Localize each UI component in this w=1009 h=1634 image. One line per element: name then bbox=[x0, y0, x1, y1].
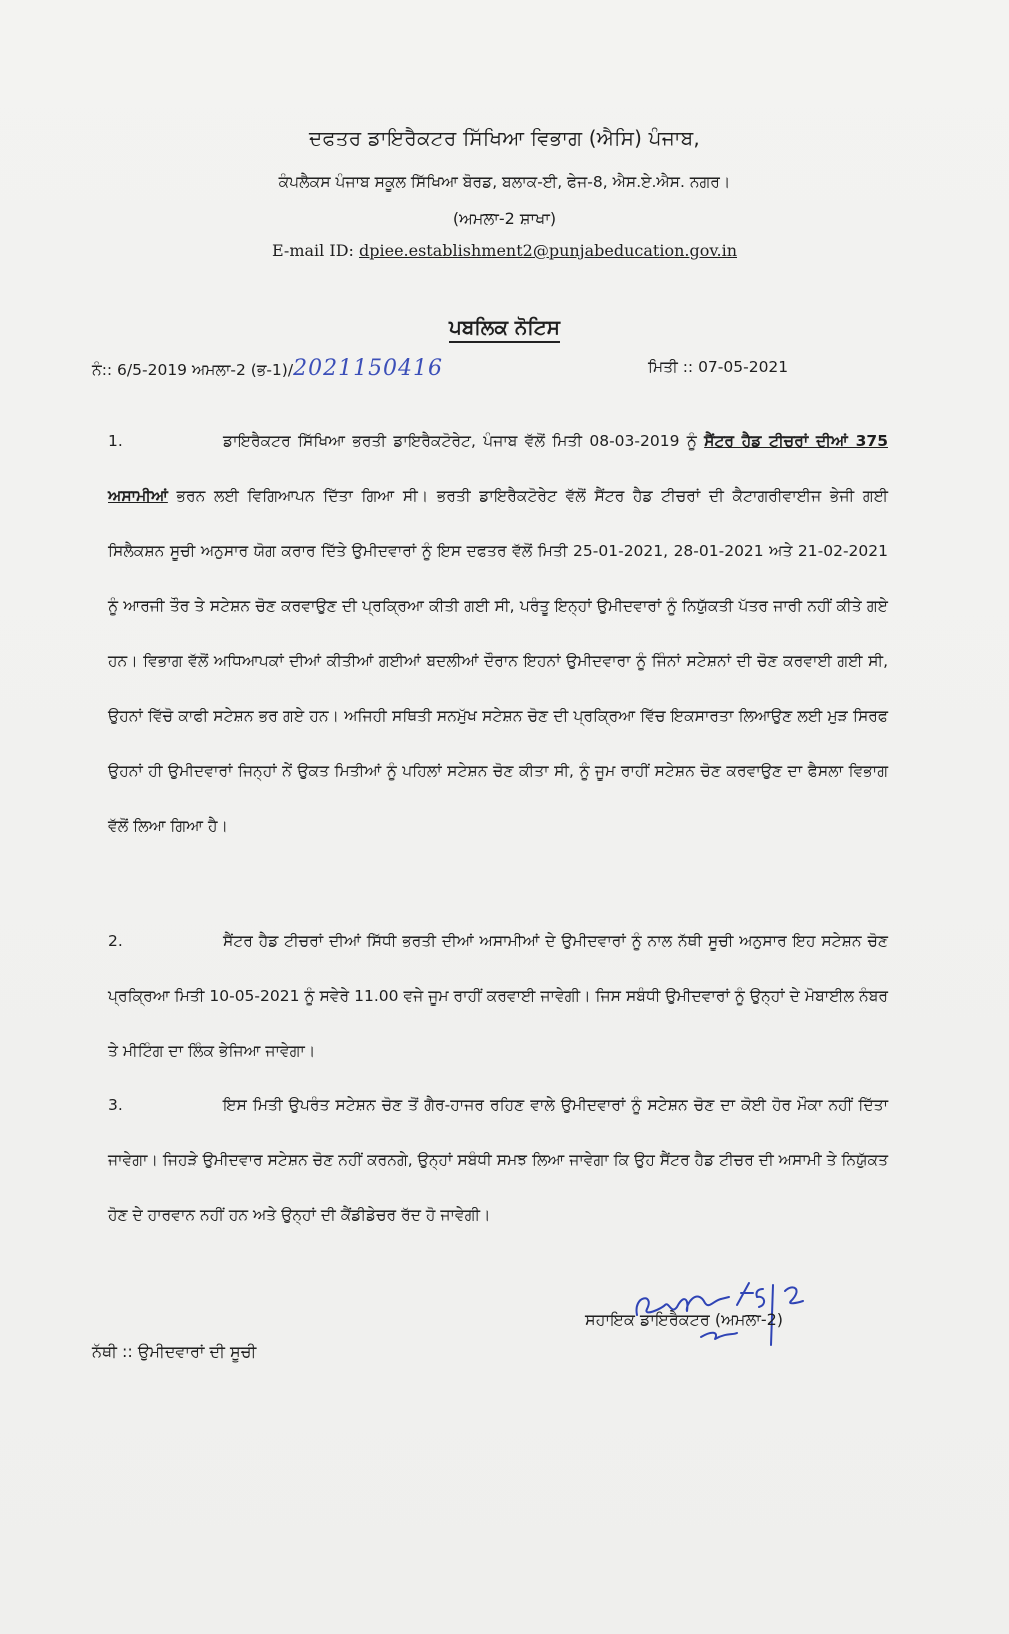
branch-name: (ਅਮਲਾ-2 ਸ਼ਾਖਾ) bbox=[452, 209, 557, 228]
paragraph-text: ਸੈਂਟਰ ਹੈਡ ਟੀਚਰਾਂ ਦੀਆਂ ਸਿੱਧੀ ਭਰਤੀ ਦੀਆਂ ਅਸਾਮੀਆਂ ਦੇ ਉਮੀਦਵਾਰਾਂ ਨੂੰ ਨਾਲ ਨੱਥੀ ਸੂਚੀ ਅਨੁਸਾਰ ਇਹ ਸਟੇਸ਼ਨ ਚੋਣ ਪ੍ਰਕ੍ਰਿਆ ਮਿਤੀ 10-05-2021 ਨੂੰ ਸਵੇਰੇ 11.00 ਵਜੇ ਜੂਮ ਰਾਹੀਂ ਕਰਵਾਈ ਜਾਵੇਗੀ। ਜਿਸ ਸਬੰਧੀ ਉਮੀਦਵਾਰਾਂ ਨੂੰ ਉਨ੍ਹਾਂ ਦੇ ਮੋਬਾਈਲ ਨੰਬਰ ਤੇ ਮੀਟਿੰਗ ਦਾ ਲਿੰਕ ਭੇਜਿਆ ਜਾਵੇਗਾ। bbox=[108, 932, 888, 1060]
notice-title bbox=[0, 315, 1009, 339]
paragraph-text: ਭਰਨ ਲਈ ਵਿਗਿਆਪਨ ਦਿੱਤਾ ਗਿਆ ਸੀ। ਭਰਤੀ ਡਾਇਰੈਕਟੋਰੇਟ ਵੱਲੋਂ ਸੈਂਟਰ ਹੈਡ ਟੀਚਰਾਂ ਦੀ ਕੈਟਾਗਰੀਵਾਈਜ ਭੇਜੀ ਗਈ ਸਿਲੈਕਸ਼ਨ ਸੂਚੀ ਅਨੁਸਾਰ ਯੋਗ ਕਰਾਰ ਦਿੱਤੇ ਉਮੀਦਵਾਰਾਂ ਨੂੰ ਇਸ ਦਫਤਰ ਵੱਲੋਂ ਮਿਤੀ 25-01-2021, 28-01-2021 ਅਤੇ 21-02-2021 ਨੂੰ ਆਰਜੀ ਤੌਰ ਤੇ ਸਟੇਸ਼ਨ ਚੋਣ ਕਰਵਾਉਣ ਦੀ ਪ੍ਰਕ੍ਰਿਆ ਕੀਤੀ ਗਈ ਸੀ, ਪਰੰਤੂ ਇਨ੍ਹਾਂ ਉਮੀਦਵਾਰਾਂ ਨੂੰ ਨਿਯੁੱਕਤੀ ਪੱਤਰ ਜਾਰੀ ਨਹੀਂ ਕੀਤੇ ਗਏ ਹਨ। ਵਿਭਾਗ ਵੱਲੋਂ ਅਧਿਆਪਕਾਂ ਦੀਆਂ ਕੀਤੀਆਂ ਗਈਆਂ ਬਦਲੀਆਂ ਦੌਰਾਨ ਇਹਨਾਂ ਉਮੀਦਵਾਰਾ ਨੂੰ ਜਿੰਨਾਂ ਸਟੇਸ਼ਨਾਂ ਦੀ ਚੋਣ ਕਰਵਾਈ ਗਈ ਸੀ, ਉਹਨਾਂ ਵਿੱਚੋ ਕਾਫੀ ਸਟੇਸ਼ਨ ਭਰ ਗਏ ਹਨ। ਅਜਿਹੀ ਸਥਿਤੀ ਸਨਮੁੱਖ ਸਟੇਸ਼ਨ ਚੋਣ ਦੀ ਪ੍ਰਕ੍ਰਿਆ ਵਿੱਚ ਇਕਸਾਰਤਾ ਲਿਆਉਣ ਲਈ ਮੁੜ ਸਿਰਫ ਉਹਨਾਂ ਹੀ ਉਮੀਦਵਾਰਾਂ ਜਿਨ੍ਹਾਂ ਨੇਂ ਉਕਤ ਮਿਤੀਆਂ ਨੂੰ ਪਹਿਲਾਂ ਸਟੇਸ਼ਨ ਚੋਣ ਕੀਤਾ ਸੀ, ਨੂੰ ਜੂਮ ਰਾਹੀਂ ਸਟੇਸ਼ਨ ਚੋਣ ਕਰਵਾਉਣ ਦਾ ਫੈਸਲਾ ਵਿਭਾਗ ਵੱਲੋਂ ਲਿਆ ਗਿਆ ਹੈ। bbox=[108, 487, 889, 835]
enclosure-note: ਨੱਥੀ :: ਉਮੀਦਵਾਰਾਂ ਦੀ ਸੂਚੀ bbox=[92, 1342, 257, 1361]
paragraph-bold-text: ਸੈਂਟਰ ਹੈਡ ਟੀਚਰਾਂ ਦੀਆਂ 375 ਅਸਾਮੀਆਂ bbox=[108, 432, 888, 505]
signature-block bbox=[585, 1280, 885, 1370]
office-address: ਕੰਪਲੈਕਸ ਪੰਜਾਬ ਸਕੂਲ ਸਿੱਖਿਆ ਬੋਰਡ, ਬਲਾਕ-ਈ, ਫੇਜ-8, ਐਸ.ਏ.ਐਸ. ਨਗਰ। bbox=[278, 173, 731, 191]
paragraph-1 bbox=[108, 414, 888, 854]
office-name: ਦਫਤਰ ਡਾਇਰੈਕਟਰ ਸਿੱਖਿਆ ਵਿਭਾਗ (ਐਸਿ) ਪੰਜਾਬ, bbox=[309, 126, 700, 150]
email-address: dpiee.establishment2@punjabeducation.gov.in bbox=[359, 241, 738, 260]
reference-handwritten: 2021150416 bbox=[293, 356, 444, 381]
paragraph-number: 3. bbox=[108, 1096, 123, 1114]
email-label: E-mail ID: bbox=[271, 241, 359, 260]
signatory-designation: ਸਹਾਇਕ ਡਾਇਰੈਕਟਰ (ਅਮਲਾ-2) bbox=[585, 1310, 784, 1329]
paragraph-number: 1. bbox=[108, 432, 123, 450]
paragraph-text: ਡਾਇਰੈਕਟਰ ਸਿੱਖਿਆ ਭਰਤੀ ਡਾਇਰੈਕਟੋਰੇਟ, ਪੰਜਾਬ ਵੱਲੋਂ ਮਿਤੀ 08-03-2019 ਨੂੰ bbox=[223, 432, 705, 450]
paragraph-number: 2. bbox=[108, 932, 123, 950]
email-line bbox=[0, 241, 1009, 260]
notice-date: ਮਿਤੀ :: 07-05-2021 bbox=[648, 358, 789, 376]
reference-number bbox=[92, 356, 443, 381]
paragraph-text: ਇਸ ਮਿਤੀ ਉਪਰੰਤ ਸਟੇਸ਼ਨ ਚੋਣ ਤੋਂ ਗੈਰ-ਹਾਜਰ ਰਹਿਣ ਵਾਲੇ ਉਮੀਦਵਾਰਾਂ ਨੂੰ ਸਟੇਸ਼ਨ ਚੋਣ ਦਾ ਕੋਈ ਹੋਰ ਮੌਕਾ ਨਹੀਂ ਦਿੱਤਾ ਜਾਵੇਗਾ। ਜਿਹੜੇ ਉਮੀਦਵਾਰ ਸਟੇਸ਼ਨ ਚੋਣ ਨਹੀਂ ਕਰਨਗੇ, ਉਨ੍ਹਾਂ ਸਬੰਧੀ ਸਮਝ ਲਿਆ ਜਾਵੇਗਾ ਕਿ ਉਹ ਸੈਂਟਰ ਹੈਡ ਟੀਚਰ ਦੀ ਅਸਾਮੀ ਤੇ ਨਿਯੁੱਕਤ ਹੋਣ ਦੇ ਹਾਰਵਾਨ ਨਹੀਂ ਹਨ ਅਤੇ ਉਨ੍ਹਾਂ ਦੀ ਕੈਂਡੀਡੇਚਰ ਰੱਦ ਹੋ ਜਾਵੇਗੀ। bbox=[108, 1096, 888, 1224]
reference-label: ਨੰ:: 6/5-2019 ਅਮਲਾ-2 (ਭ-1)/ bbox=[92, 361, 294, 379]
paragraph-2 bbox=[108, 914, 888, 1079]
notice-title-text: ਪਬਲਿਕ ਨੋਟਿਸ bbox=[449, 315, 560, 343]
paragraph-3 bbox=[108, 1078, 888, 1243]
